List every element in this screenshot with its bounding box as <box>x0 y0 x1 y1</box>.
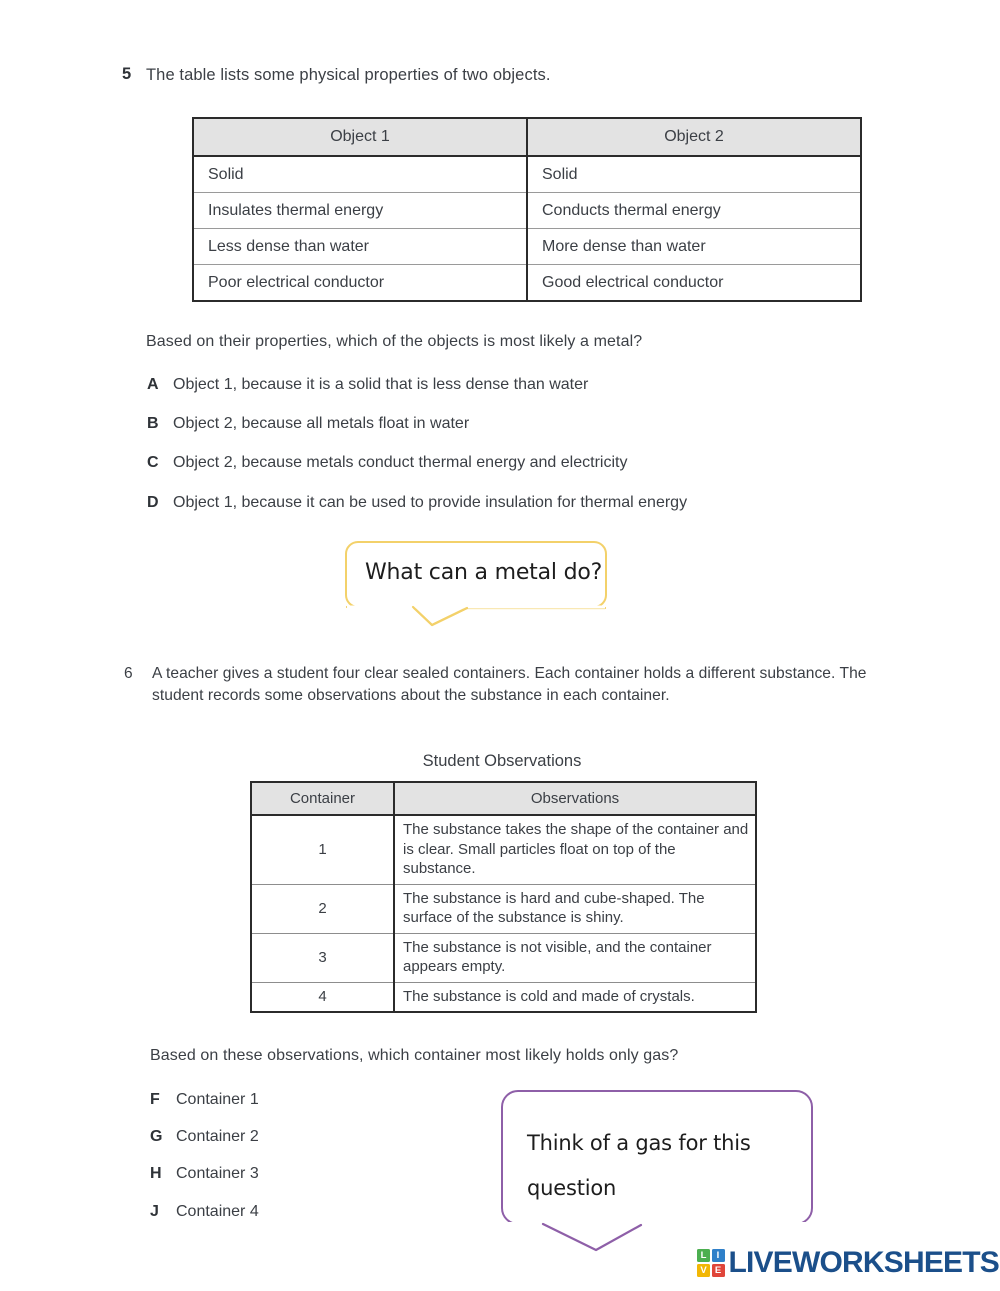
option-letter: G <box>150 1128 163 1145</box>
option-text: Container 2 <box>176 1128 259 1145</box>
hint-bubble-gas-text <box>527 1121 787 1211</box>
question-5-option-d[interactable] <box>147 494 687 512</box>
logo-tile-v: V <box>697 1264 710 1277</box>
table-header-row <box>251 782 756 815</box>
hint-bubble-gas-line2: question <box>527 1176 617 1200</box>
logo-tile-l: L <box>697 1249 710 1262</box>
student-observations-table <box>250 781 757 1013</box>
option-text: Object 1, because it is a solid that is less dense than water <box>173 376 589 393</box>
liveworksheets-logo <box>697 1248 999 1278</box>
table-header-row <box>193 118 861 156</box>
question-6-option-g[interactable] <box>150 1128 259 1146</box>
liveworksheets-wordmark: LIVEWORKSHEETS <box>728 1246 999 1279</box>
question-5-option-c[interactable] <box>147 454 627 472</box>
cell-container-number: 3 <box>251 933 394 982</box>
cell-container-number: 2 <box>251 884 394 933</box>
question-6-prompt: Based on these observations, which container most likely holds only gas? <box>150 1047 679 1064</box>
cell-object1-property: Solid <box>193 156 527 193</box>
cell-observation: The substance is hard and cube-shaped. The surface of the substance is shiny. <box>394 884 756 933</box>
question-5-stem: The table lists some physical properties of two objects. <box>146 66 551 84</box>
cell-observation: The substance is cold and made of crystals. <box>394 982 756 1012</box>
option-text: Object 2, because all metals float in water <box>173 415 470 432</box>
cell-object1-property: Insulates thermal energy <box>193 193 527 229</box>
logo-tile-i: I <box>712 1249 725 1262</box>
option-text: Object 1, because it can be used to provide insulation for thermal energy <box>173 494 688 511</box>
table-row <box>251 933 756 982</box>
table-row <box>193 156 861 193</box>
hint-bubble-metal-tail <box>345 604 615 632</box>
option-text: Container 1 <box>176 1091 259 1108</box>
question-6-stem: A teacher gives a student four clear sealed containers. Each container holds a different substance. The student records some observations about the substance in each container. <box>152 665 867 704</box>
question-5-prompt: Based on their properties, which of the objects is most likely a metal? <box>146 333 643 350</box>
option-text: Object 2, because metals conduct thermal energy and electricity <box>173 454 628 471</box>
hint-bubble-gas <box>501 1090 813 1225</box>
option-text: Container 4 <box>176 1203 259 1220</box>
object-properties-table <box>192 117 862 302</box>
question-5-option-a[interactable] <box>147 376 588 394</box>
option-letter: H <box>150 1165 162 1182</box>
liveworksheets-mark-icon <box>697 1249 725 1277</box>
question-6-option-f[interactable] <box>150 1091 259 1109</box>
table-header-container: Container <box>251 782 394 815</box>
option-letter: J <box>150 1203 159 1220</box>
table-row <box>193 265 861 302</box>
option-letter: D <box>147 494 159 511</box>
question-6-option-h[interactable] <box>150 1165 259 1183</box>
table-row <box>193 229 861 265</box>
option-text: Container 3 <box>176 1165 259 1182</box>
hint-bubble-metal-text: What can a metal do? <box>365 560 603 585</box>
question-6-number: 6 <box>124 665 133 682</box>
table-row <box>251 815 756 884</box>
table-row <box>193 193 861 229</box>
hint-bubble-metal <box>345 541 607 608</box>
table-header-observations: Observations <box>394 782 756 815</box>
cell-object2-property: Good electrical conductor <box>527 265 861 302</box>
table-header-object-2: Object 2 <box>527 118 861 156</box>
option-letter: F <box>150 1091 160 1108</box>
cell-observation: The substance is not visible, and the container appears empty. <box>394 933 756 982</box>
question-6-option-j[interactable] <box>150 1203 259 1221</box>
cell-observation: The substance takes the shape of the container and is clear. Small particles float on top of the substance. <box>394 815 756 884</box>
table-row <box>251 982 756 1012</box>
question-5-option-b[interactable] <box>147 415 469 433</box>
cell-object2-property: Conducts thermal energy <box>527 193 861 229</box>
logo-tile-e: E <box>712 1264 725 1277</box>
cell-container-number: 1 <box>251 815 394 884</box>
table-header-object-1: Object 1 <box>193 118 527 156</box>
cell-object1-property: Poor electrical conductor <box>193 265 527 302</box>
cell-object1-property: Less dense than water <box>193 229 527 265</box>
student-observations-caption: Student Observations <box>422 752 582 770</box>
option-letter: B <box>147 415 159 432</box>
option-letter: C <box>147 454 159 471</box>
question-5-number: 5 <box>122 65 132 83</box>
hint-bubble-gas-line1: Think of a gas for this <box>527 1131 751 1155</box>
table-row <box>251 884 756 933</box>
option-letter: A <box>147 376 159 393</box>
cell-container-number: 4 <box>251 982 394 1012</box>
cell-object2-property: Solid <box>527 156 861 193</box>
cell-object2-property: More dense than water <box>527 229 861 265</box>
